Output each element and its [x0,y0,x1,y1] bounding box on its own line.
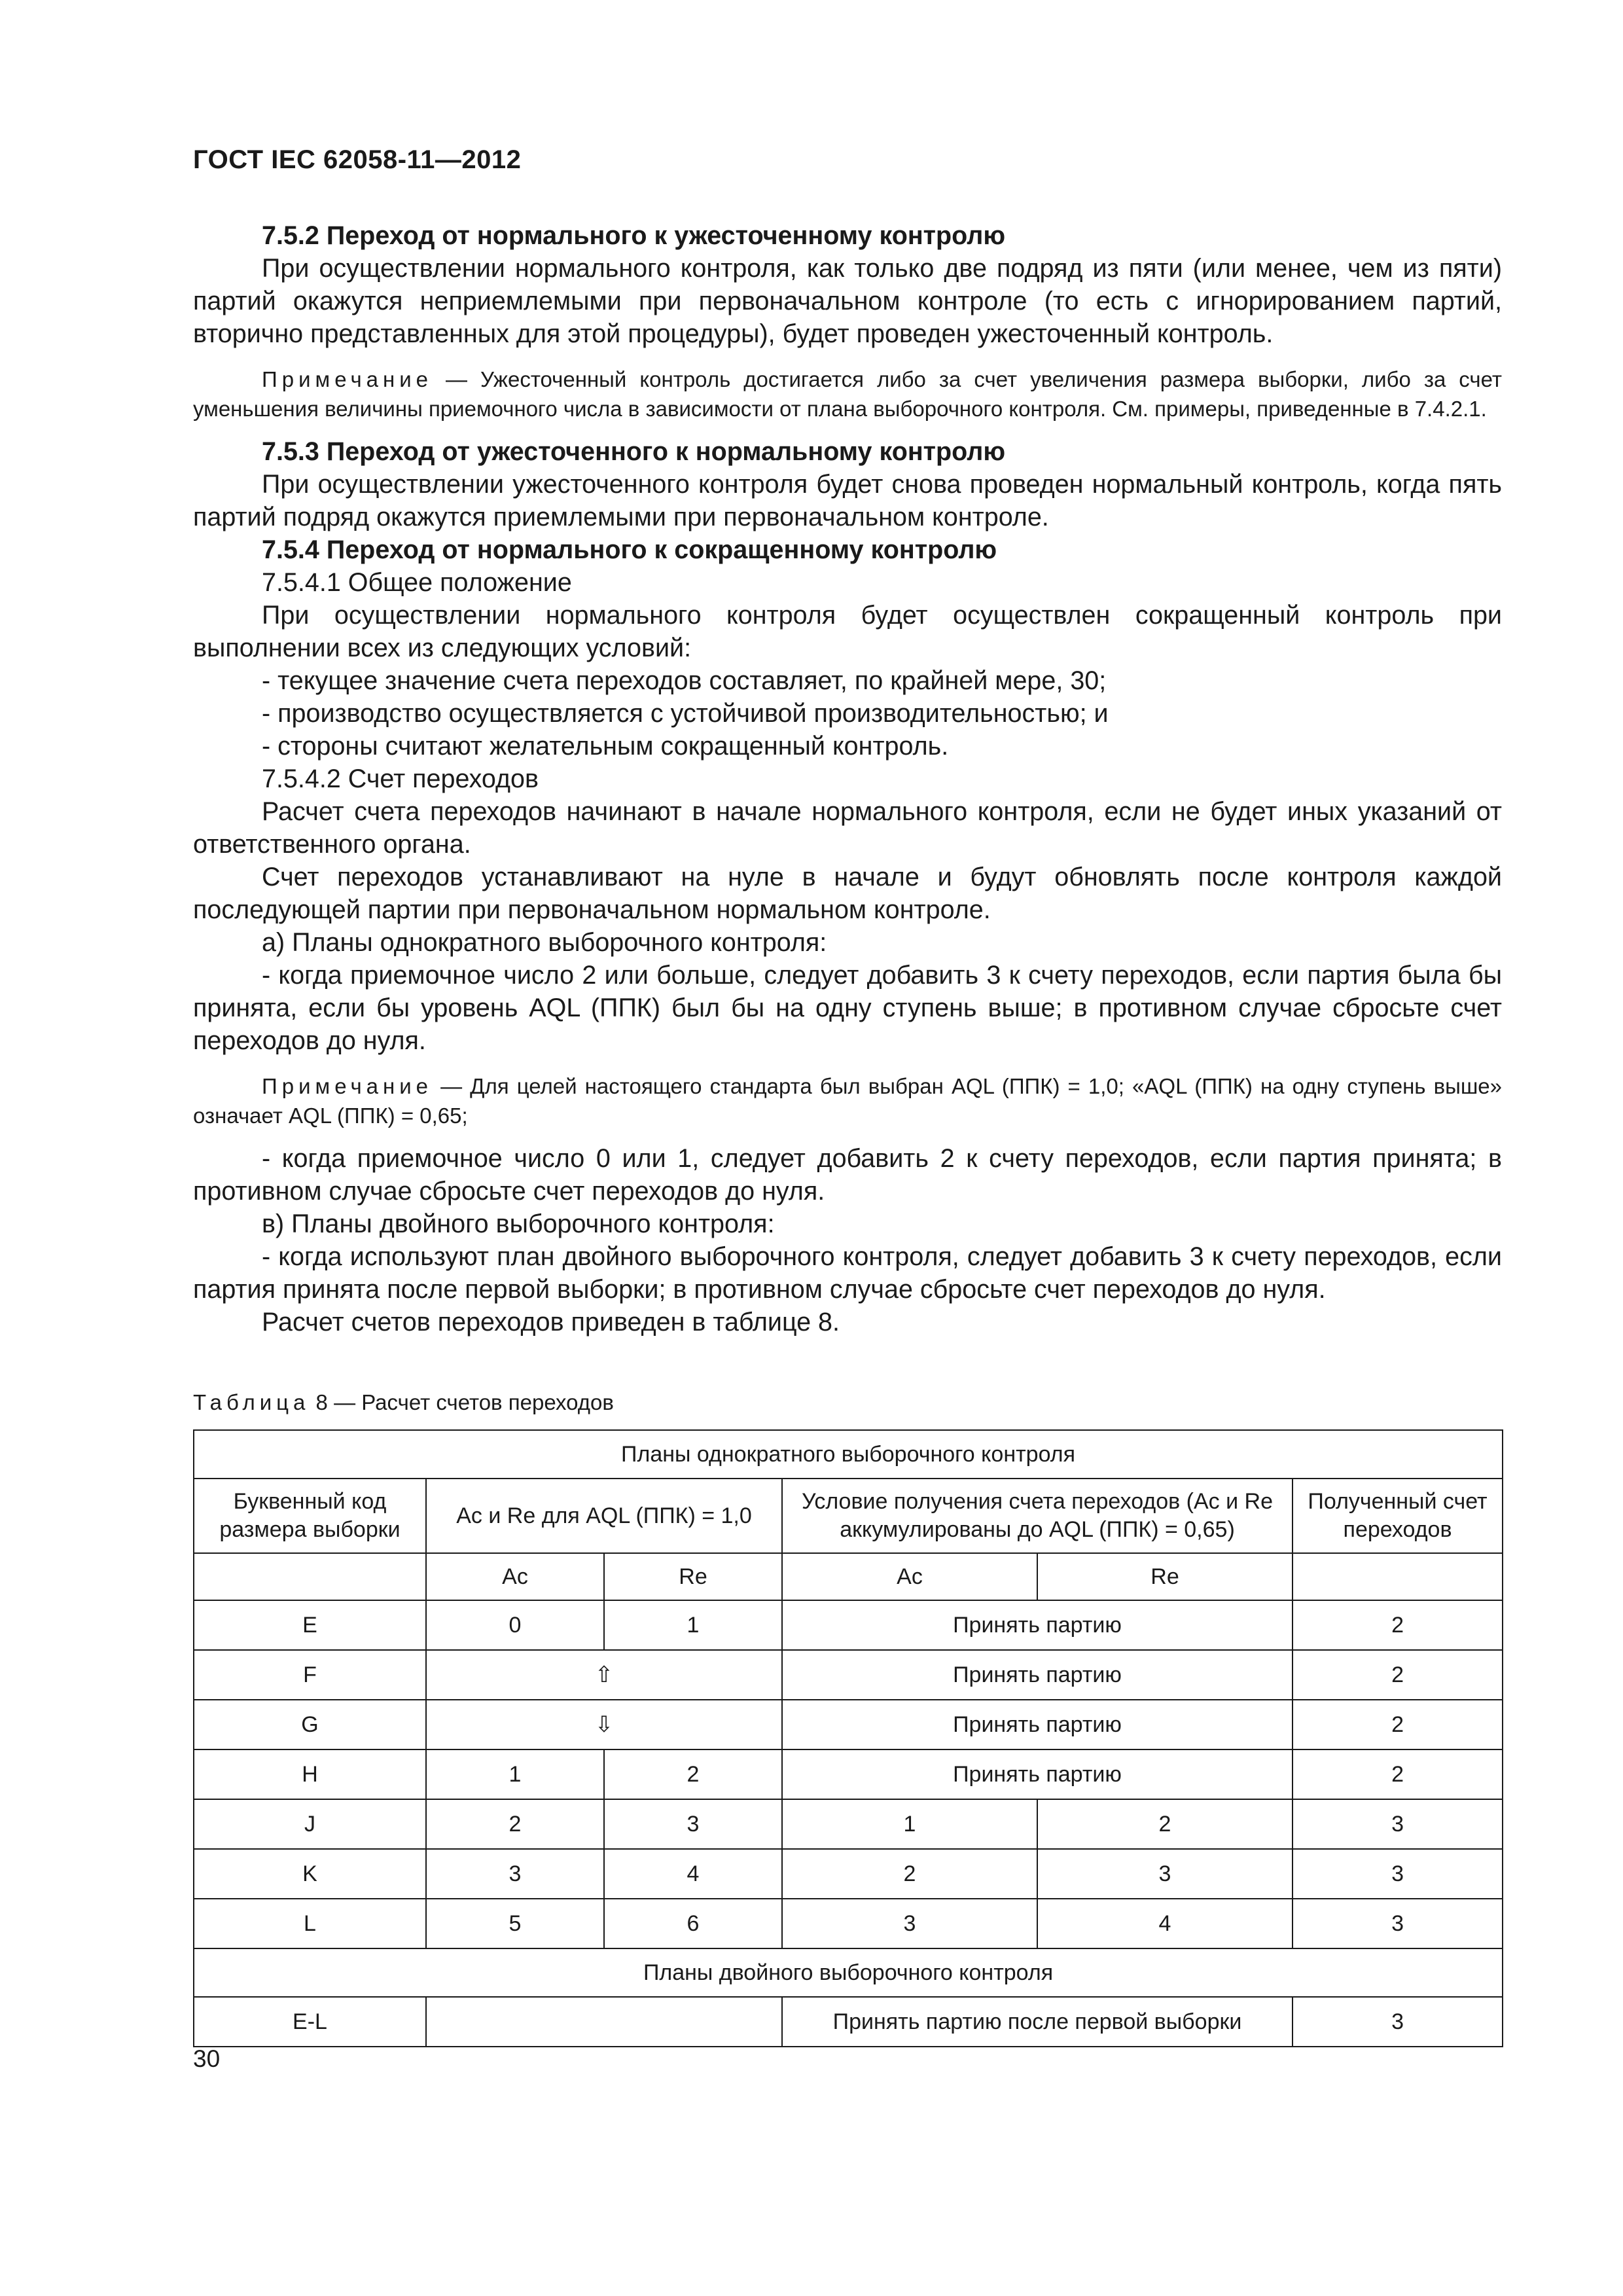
cell-re: 6 [604,1899,782,1948]
table-header-row [194,1479,1503,1553]
cell-count: 2 [1293,1600,1503,1650]
list-heading-a: а) Планы однократного выборочного контроля: [262,928,827,957]
page-number: 30 [193,2045,221,2072]
table-row [194,1899,1503,1948]
cell-condition: Принять партию [782,1600,1293,1650]
note-label: Примечание [262,1074,433,1098]
condition-item: - текущее значение счета переходов составляет, по крайней мере, 30; [262,666,1107,695]
cell-ac: 3 [426,1849,604,1899]
cell-re: 4 [604,1849,782,1899]
document-header: ГОСТ IEC 62058-11—2012 [193,145,522,174]
table-caption-text: 8 — Расчет счетов переходов [310,1390,614,1414]
section-7-5-4-1-title: 7.5.4.1 Общее положение [262,568,572,597]
table-row [194,1849,1503,1899]
cell-ac2: 1 [782,1799,1037,1849]
note-text: — Ужесточенный контроль достигается либо за счет увеличения размера выборки, либо за счет уменьшения величины приемочного числа в зависимости от плана выборочного контроля. См. примеры, приведенные в 7.4.2.1. [193,367,1502,421]
cell-count: 3 [1293,1849,1503,1899]
table-reference: Расчет счетов переходов приведен в таблице 8. [262,1308,840,1336]
cell-re2: 4 [1037,1899,1293,1948]
note-7-5-4-2 [193,1071,1502,1130]
list-item: - когда используют план двойного выборочного контроля, следует добавить 3 к счету переходов, если партия принята после первой выборки; в противном случае сбросьте счет переходов до нуля. [193,1242,1502,1304]
header-ac-re: Ac и Re для AQL (ППК) = 1,0 [426,1479,782,1553]
cell-count: 2 [1293,1650,1503,1700]
cell-ac: 2 [426,1799,604,1849]
section-7-5-4-1-text: При осуществлении нормального контроля будет осуществлен сокращенный контроль при выполнении всех из следующих условий: [193,601,1502,662]
cell-code: E-L [194,1997,426,2047]
cell-count: 2 [1293,1749,1503,1799]
section-7-5-3-title: 7.5.3 Переход от ужесточенного к нормальному контролю [262,437,1006,466]
group-double-plans: Планы двойного выборочного контроля [194,1948,1503,1997]
cell-code: H [194,1749,426,1799]
cell [1293,1553,1503,1600]
cell-code: J [194,1799,426,1849]
condition-item: - производство осуществляется с устойчивой производительностью; и [262,699,1109,728]
cell-condition: Принять партию [782,1700,1293,1749]
subheader-re: Re [604,1553,782,1600]
document-body [193,219,1502,1338]
arrow-up-icon: ⇧ [426,1650,782,1700]
table-row [194,1749,1503,1799]
table-row [194,1650,1503,1700]
paragraph: Расчет счета переходов начинают в начале нормального контроля, если не будет иных указаний от ответственного органа. [193,797,1502,859]
section-7-5-3-text: При осуществлении ужесточенного контроля будет снова проведен нормальный контроль, когда пять партий подряд окажутся приемлемыми при первоначальном контроле. [193,470,1502,531]
cell-ac: 0 [426,1600,604,1650]
cell-ac2: 3 [782,1899,1037,1948]
cell [426,1997,782,2047]
table-row [194,1600,1503,1650]
cell-count: 2 [1293,1700,1503,1749]
section-7-5-2-text: При осуществлении нормального контроля, как только две подряд из пяти (или менее, чем из пяти) партий окажутся неприемлемыми при первоначальном контроле (то есть с игнорированием партий, вторично представленных для этой процедуры), будет проведен ужесточенный контроль. [193,254,1502,348]
note-text: — Для целей настоящего стандарта был выбран AQL (ППК) = 1,0; «AQL (ППК) на одну ступень выше» означает AQL (ППК) = 0,65; [193,1074,1502,1128]
cell-re2: 3 [1037,1849,1293,1899]
note-7-5-2 [193,365,1502,423]
cell-count: 3 [1293,1997,1503,2047]
cell-condition: Принять партию [782,1650,1293,1700]
cell-ac: 5 [426,1899,604,1948]
table-caption-label: Таблица [193,1390,310,1414]
list-item: - когда приемочное число 2 или больше, следует добавить 3 к счету переходов, если партия была бы принята, если бы уровень AQL (ППК) был бы на одну ступень выше; в противном случае сбросьте счет переходов до нуля. [193,961,1502,1055]
cell-code: E [194,1600,426,1650]
subheader-re2: Re [1037,1553,1293,1600]
table-group-row [194,1948,1503,1997]
header-count: Полученный счет переходов [1293,1479,1503,1553]
note-label: Примечание [262,367,433,391]
section-7-5-4-2-title: 7.5.4.2 Счет переходов [262,764,539,793]
section-7-5-4-title: 7.5.4 Переход от нормального к сокращенному контролю [262,535,997,564]
cell-re: 2 [604,1749,782,1799]
cell-ac: 1 [426,1749,604,1799]
table-caption [193,1390,614,1415]
cell-re: 3 [604,1799,782,1849]
list-item: - когда приемочное число 0 или 1, следует добавить 2 к счету переходов, если партия принята; в противном случае сбросьте счет переходов до нуля. [193,1144,1502,1206]
header-code: Буквенный код размера выборки [194,1479,426,1553]
table-subheader-row [194,1553,1503,1600]
cell-code: G [194,1700,426,1749]
cell-count: 3 [1293,1899,1503,1948]
arrow-down-icon: ⇩ [426,1700,782,1749]
cell-code: F [194,1650,426,1700]
cell-count: 3 [1293,1799,1503,1849]
section-7-5-2-title: 7.5.2 Переход от нормального к ужесточенному контролю [262,221,1006,250]
paragraph: Счет переходов устанавливают на нуле в начале и будут обновлять после контроля каждой последующей партии при первоначальном нормальном контроле. [193,863,1502,924]
cell-condition: Принять партию [782,1749,1293,1799]
transition-score-table [193,1429,1503,2047]
cell-code: L [194,1899,426,1948]
group-single-plans: Планы однократного выборочного контроля [194,1430,1503,1479]
subheader-ac: Ac [426,1553,604,1600]
cell-re: 1 [604,1600,782,1650]
header-condition: Условие получения счета переходов (Ac и Re аккумулированы до AQL (ППК) = 0,65) [782,1479,1293,1553]
cell-code: K [194,1849,426,1899]
condition-item: - стороны считают желательным сокращенный контроль. [262,732,949,761]
cell [194,1553,426,1600]
table-row [194,1997,1503,2047]
subheader-ac2: Ac [782,1553,1037,1600]
table-row [194,1799,1503,1849]
list-heading-b: в) Планы двойного выборочного контроля: [262,1210,775,1238]
cell-ac2: 2 [782,1849,1037,1899]
cell-re2: 2 [1037,1799,1293,1849]
cell-condition: Принять партию после первой выборки [782,1997,1293,2047]
table-group-row [194,1430,1503,1479]
table-row [194,1700,1503,1749]
